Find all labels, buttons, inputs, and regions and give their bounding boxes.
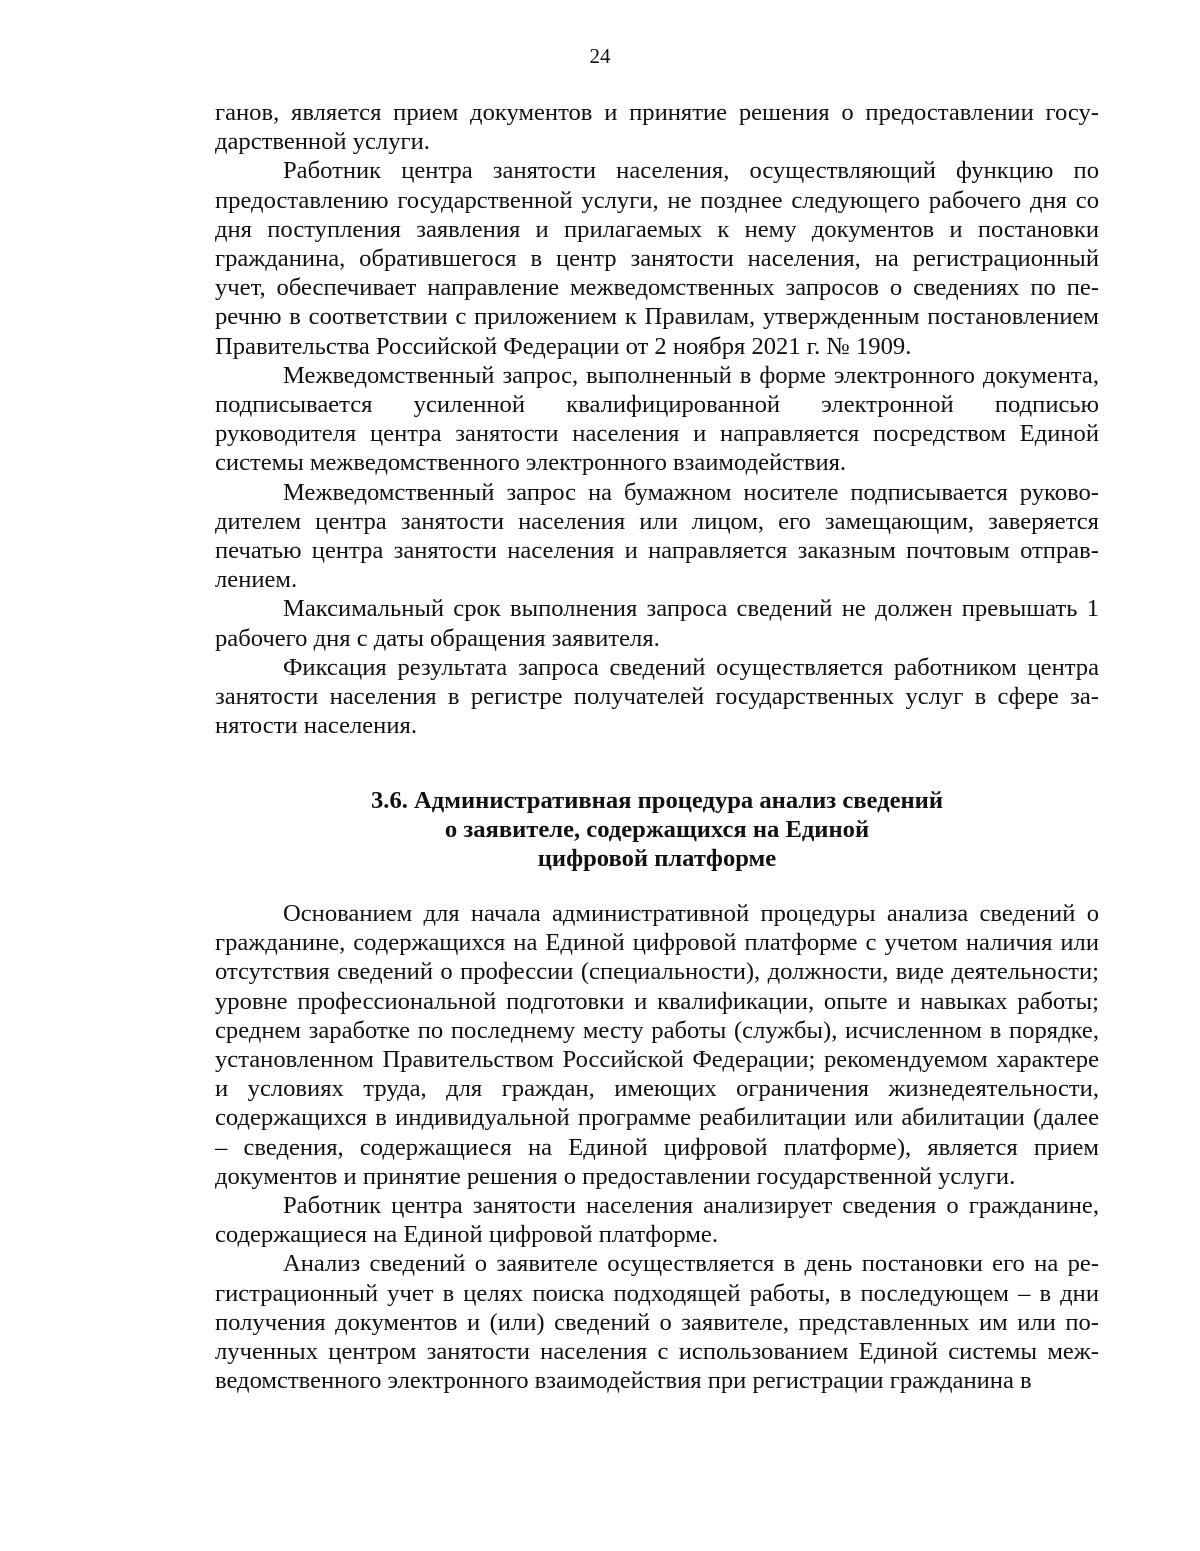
heading-line: о заявителе, содержащихся на Единой [444, 816, 870, 844]
paragraph: Максимальный срок выполнения запроса сведений не должен превышать 1 рабочего дня с даты обращения заявителя. [215, 595, 1099, 652]
paragraph: Межведомственный запрос, выполненный в форме электронного документа, подписывается усиленной квалифицированной электронной подписью руководителя центра занятости населения и направляется посредством Единой системы межведомственного электронного взаимодействия. [215, 361, 1099, 477]
paragraph: Работник центра занятости населения анализирует сведения о гражданине, содержащиеся на Единой цифровой платформе. [215, 1192, 1099, 1249]
paragraph: Основанием для начала административной процедуры анализа сведений о гражданине, содержащихся на Единой цифровой платформе с учетом наличия или отсутствия сведений о профессии (специальности), должности, виде деятельности; уровне профессиональной подготовки и квалификации, опыте и навыках работы; среднем заработке по последнему месту работы (службы), исчисленном в порядке, установленном Правительством Российской Федерации; рекомендуемом характере и условиях труда, для граждан, имеющих ограничения жизнедеятельности, содержащихся в индивидуальной программе реабилитации или абилитации (далее – сведения, содержащиеся на Единой цифровой платформе), является прием документов и принятие решения о предоставлении государственной услуги. [215, 900, 1099, 1190]
heading-line: 3.6. Административная процедура анализ сведений [371, 787, 943, 814]
paragraph: Фиксация результата запроса сведений осуществляется работником центра занятости населения в регистре получателей государственных услуг в сфере занятости населения. [215, 653, 1099, 740]
section-heading [215, 786, 1099, 874]
paragraph: Межведомственный запрос на бумажном носителе подписывается руководителем центра занятости населения или лицом, его замещающим, заверяется печатью центра занятости населения и направляется заказным почтовым отправлением. [215, 478, 1099, 594]
heading-line: цифровой платформе [537, 845, 777, 873]
paragraph: Работник центра занятости населения, осуществляющий функцию по предоставлению государственной услуги, не позднее следующего рабочего дня со дня поступления заявления и прилагаемых к нему документов и постановки гражданина, обратившегося в центр занятости населения, на регистрационный учет, обеспечивает направление межведомственных запросов о сведениях по перечню в соответствии с приложением к Правилам, утвержденным постановлением Правительства Российской Федерации от 2 ноября 2021 г. № 1909. [215, 157, 1099, 360]
paragraph: ганов, является прием документов и принятие решения о предоставлении государственной услуги. [215, 99, 1099, 156]
section-text-bottom [215, 899, 1099, 1395]
page-number: 24 [589, 44, 611, 68]
section-text-top [215, 98, 1099, 740]
paragraph: Анализ сведений о заявителе осуществляется в день постановки его на регистрационный учет в целях поиска подходящей работы, в последующем – в дни получения документов и (или) сведений о заявителе, представленных им или полученных центром занятости населения с использованием Единой системы межведомственного электронного взаимодействия при регистрации гражданина в [215, 1250, 1099, 1395]
